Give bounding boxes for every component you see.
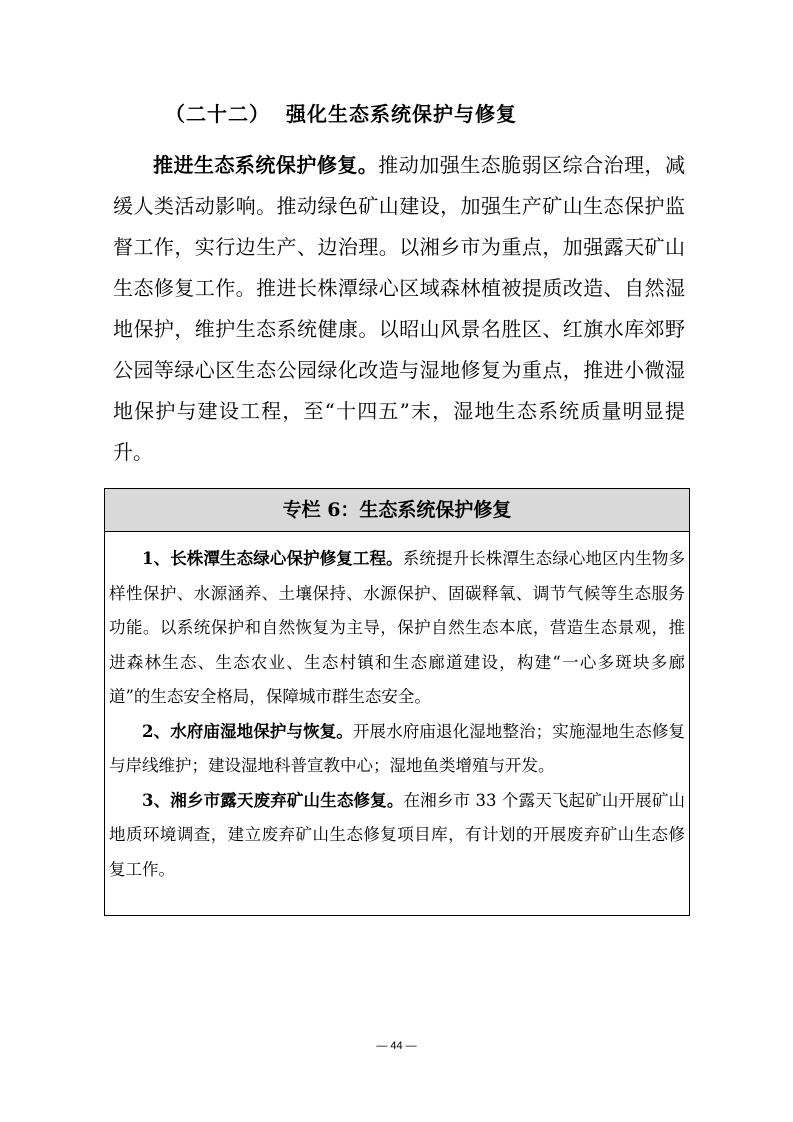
box-item-1 [109, 542, 685, 715]
box-item-text: 在湘乡市 33 个露天飞起矿山开展矿山地质环境调查，建立废弃矿山生态修复项目库，有计划的开展废弃矿山生态修复工作。 [109, 790, 685, 879]
page-number: — 44 — [376, 1040, 417, 1052]
box-item-text: 开展水府庙退化湿地整治；实施湿地生态修复与岸线维护；建设湿地科普宣教中心；湿地鱼类增殖与开发。 [109, 721, 686, 775]
box-title: 专栏 6：生态系统保护修复 [105, 489, 689, 532]
section-title: 强化生态系统保护与修复 [286, 102, 517, 126]
intro-lead: 推进生态系统保护修复。 [153, 153, 379, 177]
box-item-lead: 3、湘乡市露天废弃矿山生态修复。 [142, 790, 404, 810]
special-column-box [104, 488, 690, 916]
box-item-lead: 1、长株潭生态绿心保护修复工程。 [142, 549, 403, 568]
box-body [105, 532, 689, 887]
intro-text: 推动加强生态脆弱区综合治理，减缓人类活动影响。推动绿色矿山建设，加强生产矿山生态保护监督工作，实行边生产、边治理。以湘乡市为重点，加强露天矿山生态修复工作。推进长株潭绿心区域森林植被提质改造、自然湿地保护，维护生态系统健康。以昭山风景名胜区、红旗水库郊野公园等绿心区生态公园绿化改造与湿地修复为重点，推进小微湿地保护与建设工程，至“十四五”末，湿地生态系统质量明显提升。 [113, 153, 686, 464]
box-item-text: 系统提升长株潭生态绿心地区内生物多样性保护、水源涵养、土壤保持、水源保护、固碳释氧、调节气候等生态服务功能。以系统保护和自然恢复为主导，保护自然生态本底，营造生态景观，推进森林生态、生态农业、生态村镇和生态廊道建设，构建“一心多斑块多廊道”的生态安全格局，保障城市群生态安全。 [109, 549, 686, 706]
section-heading [165, 98, 517, 127]
section-number: （二十二） [165, 102, 270, 126]
box-item-2 [109, 715, 685, 784]
box-item-lead: 2、水府庙湿地保护与恢复。 [142, 721, 353, 741]
box-item-3 [109, 784, 685, 888]
intro-paragraph [113, 145, 685, 473]
